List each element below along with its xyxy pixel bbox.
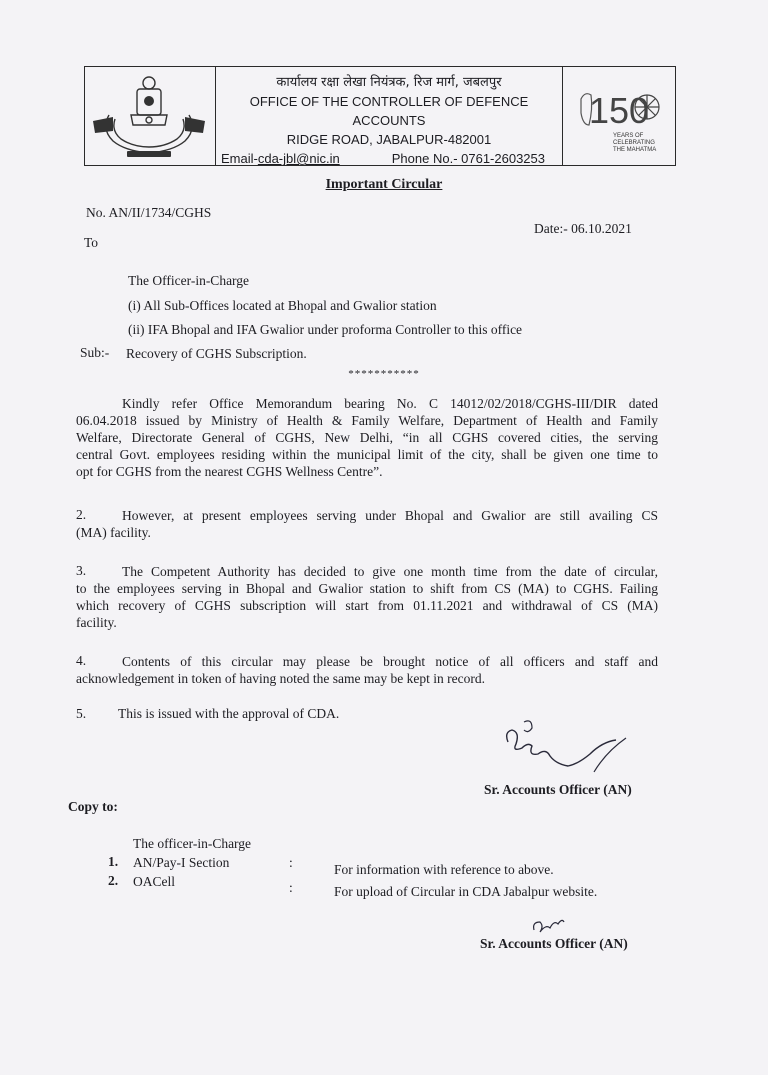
national-emblem-cell: [85, 67, 216, 165]
paragraph-5: This is issued with the approval of CDA.: [118, 706, 340, 721]
paragraph-4-line: Contents of this circular may please be brought notice of all officers and staff and: [122, 654, 658, 669]
paragraph-3-line: to the employees serving in Bhopal and Gwalior station to shift from CS (MA) to CGHS. Failing: [76, 581, 658, 596]
gandhi-150-logo-icon: [567, 73, 671, 161]
separator-stars: ***********: [348, 368, 420, 380]
celebration-number: 150: [589, 90, 650, 131]
copy-item-separator: :: [289, 880, 293, 895]
paragraph-2-number: 2.: [76, 507, 87, 522]
signatory-designation-2: Sr. Accounts Officer (AN): [480, 936, 628, 951]
celebration-text-2: CELEBRATING: [613, 140, 655, 146]
paragraph-3: [76, 563, 658, 631]
contact-line: [215, 149, 563, 168]
copy-item-number: 1.: [108, 854, 119, 869]
copy-item-separator: :: [289, 855, 293, 870]
office-name: OFFICE OF THE CONTROLLER OF DEFENCE ACCOUNTS: [249, 94, 529, 128]
subject-label: Sub:-: [80, 345, 110, 360]
email-link[interactable]: cda-jbl@nic.in: [257, 151, 340, 166]
copy-item-name: OACell: [133, 874, 175, 889]
phone-number: Phone No.- 0761-2603253: [391, 151, 545, 166]
paragraph-3-line: which recovery of CGHS subscription will start from 01.11.2021 and withdrawal of CS (MA): [76, 598, 658, 613]
paragraph-1-line: 06.04.2018 issued by Ministry of Health & Family Welfare, Department of Health and Family: [76, 413, 658, 428]
subject-text: Recovery of CGHS Subscription.: [126, 346, 307, 361]
paragraph-4: [76, 653, 658, 687]
copy-item-purpose: For upload of Circular in CDA Jabalpur website.: [334, 884, 598, 899]
celebration-logo-cell: [562, 67, 675, 165]
paragraph-1-line: opt for CGHS from the nearest CGHS Wellness Centre”.: [76, 464, 383, 479]
reference-number: No. AN/II/1734/CGHS: [86, 205, 212, 220]
copy-item-number: 2.: [108, 873, 119, 888]
circular-title: Important Circular: [325, 177, 443, 192]
handwritten-signature-icon: [498, 712, 648, 782]
paragraph-4-number: 4.: [76, 653, 87, 668]
circular-date: Date:- 06.10.2021: [534, 221, 632, 236]
paragraph-3-line: facility.: [76, 615, 117, 630]
letterhead-text: [215, 67, 563, 171]
email-block: [221, 149, 340, 168]
copy-to-label: Copy to:: [68, 799, 118, 814]
office-address: RIDGE ROAD, JABALPUR-482001: [286, 132, 492, 147]
paragraph-3-number: 3.: [76, 563, 87, 578]
paragraph-2: [76, 507, 658, 541]
paragraph-4-line: acknowledgement in token of having noted the same may be kept in record.: [76, 671, 485, 686]
paragraph-2-line: However, at present employees serving under Bhopal and Gwalior are still availing CS: [122, 508, 658, 523]
office-name-hindi: कार्यालय रक्षा लेखा नियंत्रक, रिज मार्ग, जबलपुर: [276, 75, 502, 90]
celebration-text-3: THE MAHATMA: [613, 147, 657, 153]
copy-addressee: The officer-in-Charge: [133, 836, 252, 851]
paragraph-3-line: The Competent Authority has decided to give one month time from the date of circular,: [122, 564, 658, 579]
paragraph-1-line: central Govt. employees residing within the municipal limit of the city, shall be given one time to: [76, 447, 658, 462]
letterhead: [84, 66, 676, 166]
email-label: Email-: [221, 151, 258, 166]
copy-item-name: AN/Pay-I Section: [133, 855, 230, 870]
national-emblem-icon: [91, 71, 207, 163]
paragraph-1: [76, 395, 658, 480]
to-label: To: [84, 235, 99, 250]
recipient-1: (i) All Sub-Offices located at Bhopal and Gwalior station: [128, 298, 437, 313]
paragraph-5-number: 5.: [76, 706, 87, 721]
celebration-text-1: YEARS OF: [613, 133, 644, 139]
paragraph-2-line: (MA) facility.: [76, 525, 151, 540]
recipient-2: (ii) IFA Bhopal and IFA Gwalior under proforma Controller to this office: [128, 322, 523, 337]
addressee: The Officer-in-Charge: [128, 273, 250, 288]
copy-item-purpose: For information with reference to above.: [334, 862, 554, 877]
signatory-designation: Sr. Accounts Officer (AN): [484, 782, 632, 797]
paragraph-1-line: Kindly refer Office Memorandum bearing No. C 14012/02/2018/CGHS-III/DIR dated: [122, 396, 658, 411]
paragraph-1-line: Welfare, Directorate General of CGHS, New Delhi, “in all CGHS covered cities, the serving: [76, 430, 658, 445]
